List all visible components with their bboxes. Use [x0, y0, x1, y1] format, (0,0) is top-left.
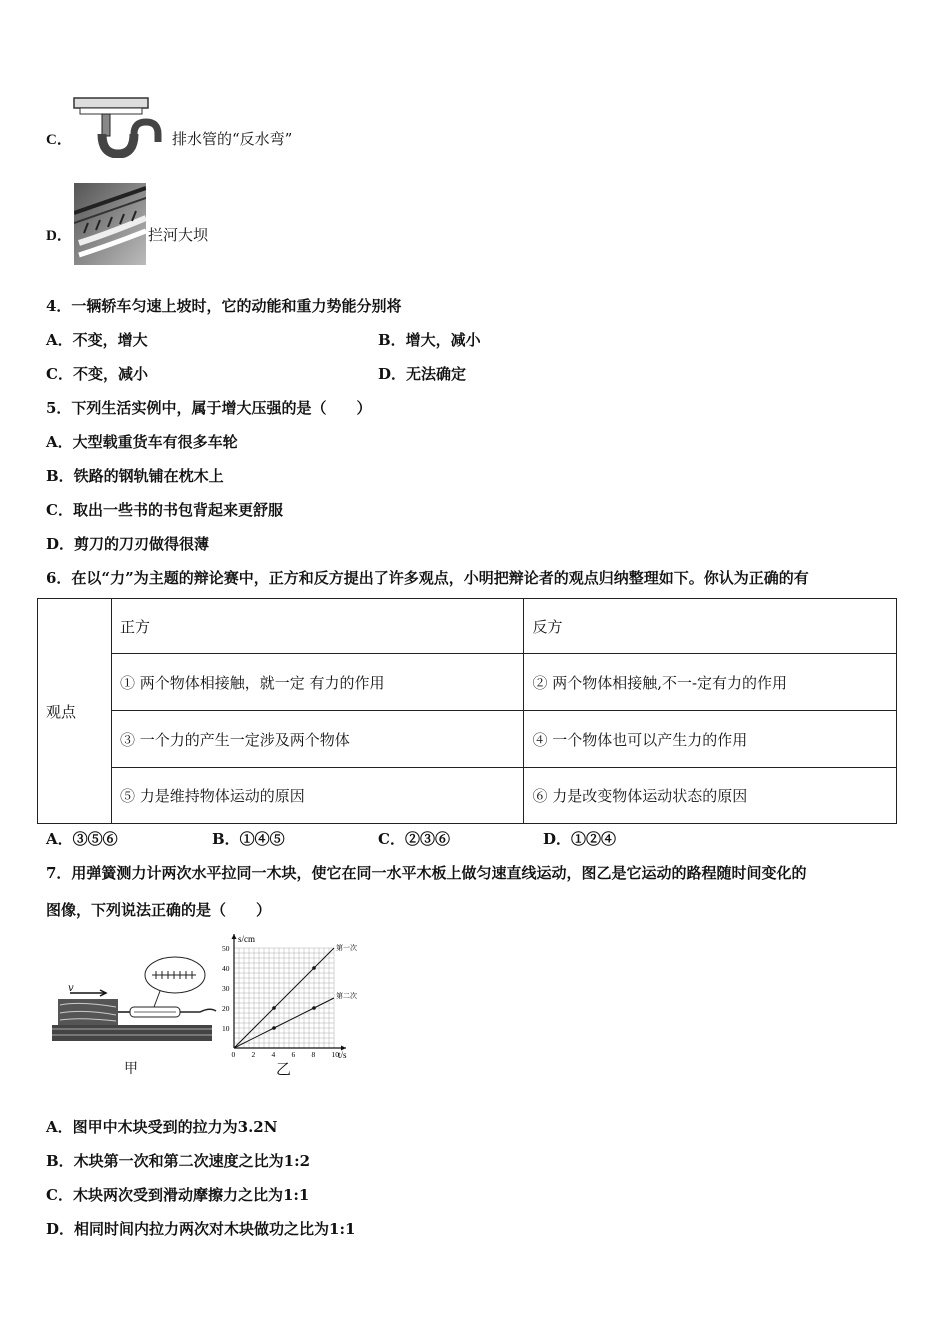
- q3-c-text: 排水管的“反水弯”: [172, 130, 293, 148]
- q7-option-d: D．相同时间内拉力两次对木块做功之比为1:1: [46, 1220, 356, 1238]
- q4-stem: 4．一辆轿车匀速上坡时，它的动能和重力势能分别将: [46, 297, 402, 315]
- q7-option-c: C．木块两次受到滑动摩擦力之比为1:1: [46, 1186, 310, 1204]
- q7-stem-line2: 图像，下列说法正确的是（ ）: [46, 901, 272, 919]
- q3-c-label: C．: [46, 132, 72, 148]
- figure-a-v-label: v: [68, 983, 74, 994]
- figure-b-caption: 乙: [276, 1060, 292, 1078]
- q7-stem-line1: 7．用弹簧测力计两次水平拉同一木块，使它在同一水平木板上做匀速直线运动，图乙是它运动的路程随时间变化的: [46, 864, 807, 882]
- q5-option-a: A．大型载重货车有很多车轮: [46, 433, 238, 451]
- figure-a-spring-scale: [50, 955, 220, 1045]
- q6-head-pro: 正方: [111, 599, 524, 654]
- y-axis-arrow: [232, 934, 237, 939]
- q6-con-1: ② 两个物体相接触,不一-定有力的作用: [524, 654, 897, 711]
- q6-option-a: A．③⑤⑥: [46, 830, 118, 848]
- x-tick-label: 8: [311, 1050, 316, 1059]
- q5-option-c: C．取出一些书的书包背起来更舒服: [46, 501, 283, 519]
- figure-b-chart: [222, 928, 372, 1060]
- q6-pro-1: ① 两个物体相接触，就一定 有力的作用: [111, 654, 524, 711]
- q6-pro-3: ⑤ 力是维持物体运动的原因: [111, 768, 524, 824]
- y-axis-label: s/cm: [238, 934, 255, 944]
- q6-option-d: D．①②④: [543, 830, 617, 848]
- q5-option-b: B．铁路的钢轨铺在枕木上: [46, 467, 224, 485]
- q7-option-b: B．木块第一次和第二次速度之比为1:2: [46, 1152, 311, 1170]
- q4-option-a: A．不变，增大: [46, 331, 148, 349]
- q6-stem: 6．在以“力”为主题的辩论赛中，正方和反方提出了许多观点，小明把辩论者的观点归纳整理如下。你认为正确的有: [46, 569, 809, 587]
- q6-con-3: ⑥ 力是改变物体运动状态的原因: [524, 768, 897, 824]
- q6-head-con: 反方: [524, 599, 897, 654]
- x-tick-label: 0: [231, 1050, 236, 1059]
- data-point: [272, 1006, 276, 1010]
- x-tick-label: 2: [251, 1050, 256, 1059]
- x-tick-label: 4: [271, 1050, 276, 1059]
- drain-trap-image: [72, 96, 172, 158]
- q3-d-label: D．: [46, 228, 72, 244]
- q5-option-d: D．剪刀的刀刃做得很薄: [46, 535, 210, 553]
- x-axis-label: t/s: [338, 1050, 347, 1060]
- y-tick-label: 50: [222, 944, 230, 953]
- q6-con-2: ④ 一个物体也可以产生力的作用: [524, 711, 897, 768]
- x-tick-label: 10: [331, 1050, 339, 1059]
- dam-photo: [74, 183, 146, 265]
- y-tick-label: 10: [222, 1024, 230, 1033]
- data-point: [312, 966, 316, 970]
- q4-option-c: C．不变，减小: [46, 365, 148, 383]
- y-tick-label: 30: [222, 984, 230, 993]
- y-tick-label: 20: [222, 1004, 230, 1013]
- series-legend-label: 第一次: [336, 944, 357, 952]
- q7-option-a: A．图甲中木块受到的拉力为3.2N: [46, 1118, 278, 1136]
- st-chart-svg: [222, 928, 372, 1060]
- y-tick-label: 40: [222, 964, 230, 973]
- x-tick-label: 6: [291, 1050, 296, 1059]
- q4-option-b: B．增大，减小: [378, 331, 481, 349]
- q6-table: [37, 598, 897, 824]
- q3-d-text: 拦河大坝: [148, 226, 209, 244]
- data-point: [312, 1006, 316, 1010]
- q5-stem: 5．下列生活实例中，属于增大压强的是（ ）: [46, 399, 372, 417]
- q6-pro-2: ③ 一个力的产生一定涉及两个物体: [111, 711, 524, 768]
- figure-a-caption: 甲: [124, 1061, 138, 1077]
- series-legend-label: 第二次: [336, 992, 357, 1000]
- q6-row-label: 观点: [38, 599, 112, 824]
- q6-option-b: B．①④⑤: [212, 830, 285, 848]
- data-point: [272, 1026, 276, 1030]
- q6-option-c: C．②③⑥: [378, 830, 450, 848]
- q4-option-d: D．无法确定: [378, 365, 467, 383]
